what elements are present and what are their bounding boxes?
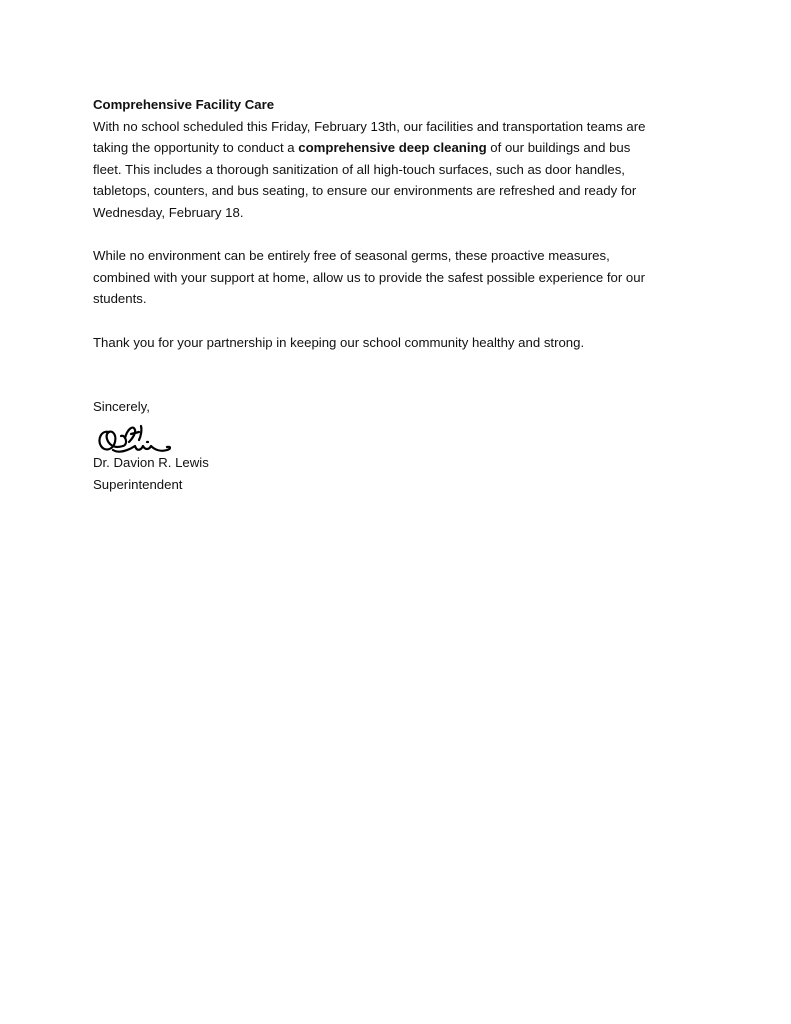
paragraph-line: fleet. This includes a thorough sanitization of all high-touch surfaces, such as door handles, — [93, 161, 625, 177]
paragraph-3: Thank you for your partnership in keeping our school community healthy and strong. — [93, 334, 585, 350]
signature-image — [95, 420, 185, 456]
paragraph-line: With no school scheduled this Friday, February 13th, our facilities and transportation teams are — [93, 118, 646, 134]
text: of our buildings and bus — [486, 140, 631, 156]
signer-name: Dr. Davion R. Lewis — [93, 454, 209, 470]
letter-body — [93, 94, 733, 495]
paragraph-line: While no environment can be entirely free of seasonal germs, these proactive measures, — [93, 248, 610, 264]
signer-title: Superintendent — [93, 476, 183, 492]
paragraph-line — [93, 137, 733, 159]
section-heading — [93, 94, 733, 116]
salutation: Sincerely, — [93, 399, 150, 415]
paragraph-line: combined with your support at home, allow us to provide the safest possible experience for our — [93, 269, 645, 285]
paragraph-line: students. — [93, 291, 147, 307]
emphasis-text: comprehensive deep cleaning — [298, 140, 487, 156]
heading-text: Comprehensive Facility Care — [93, 97, 275, 112]
paragraph-2 — [93, 245, 733, 310]
paragraph-line: Wednesday, February 18. — [93, 204, 244, 220]
paragraph-line: tabletops, counters, and bus seating, to ensure our environments are refreshed and ready for — [93, 183, 637, 199]
text: taking the opportunity to conduct a — [93, 140, 299, 156]
paragraph-1 — [93, 116, 733, 224]
